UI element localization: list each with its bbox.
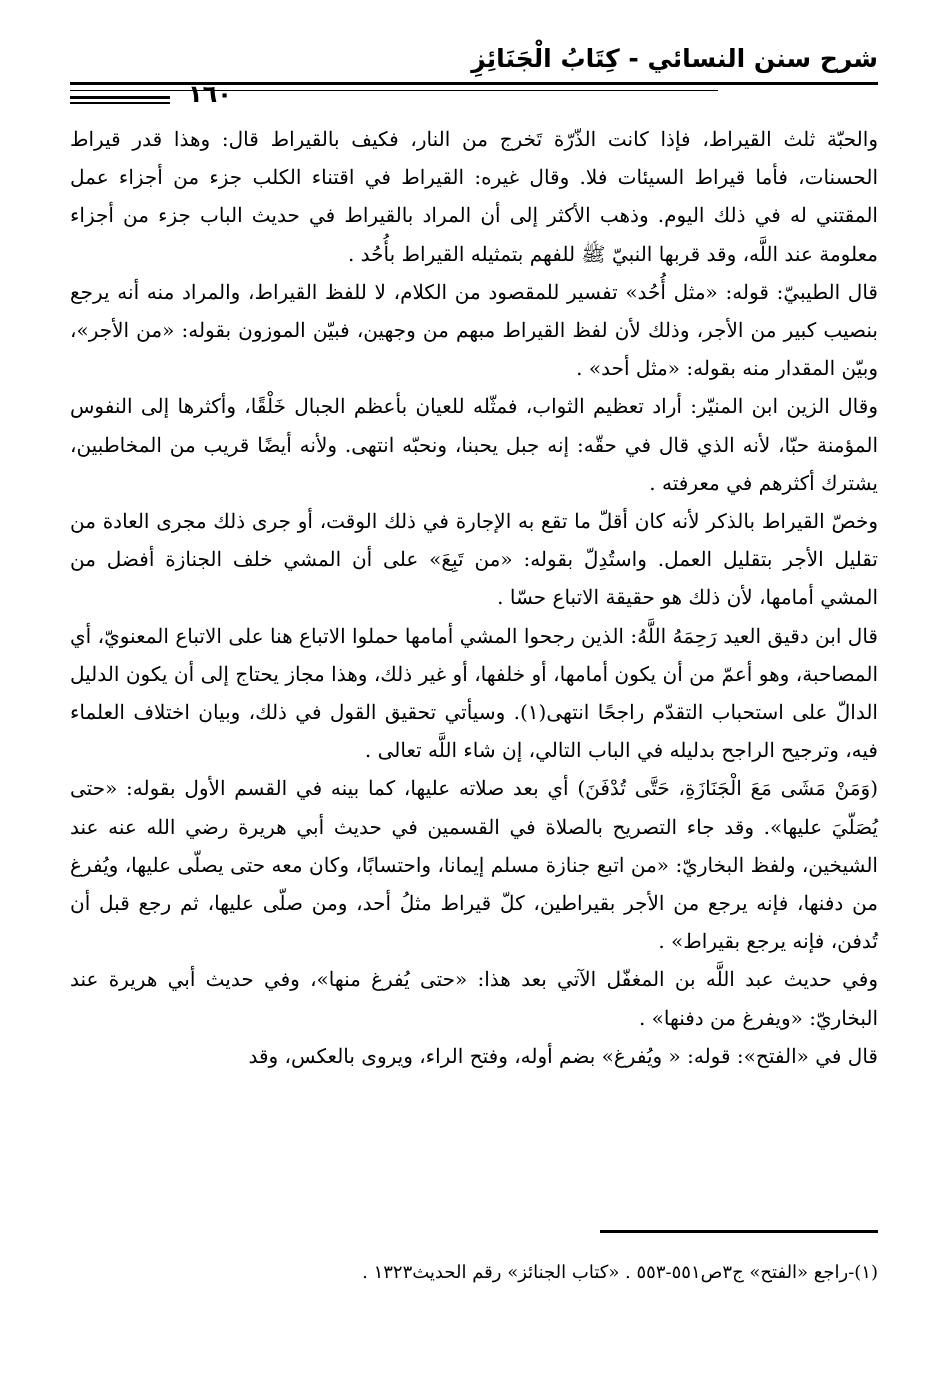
paragraph: قال الطيبيّ: قوله: «مثل أُحُد» تفسير للمقصود من الكلام، لا للفظ القيراط، والمراد منه أنه يرجع بنصيب كبير من الأجر، وذلك لأن لفظ القيراط مبهم من وجهين، فبيّن الموزون بقوله: «من الأجر»، وبيّن المقدار منه بقوله: «مثل أحد» . [70,279,878,381]
header-rule-left-second [70,102,170,104]
paragraph: (وَمَنْ مَشَى مَعَ الْجَنَازَةِ، حَتَّى تُدْفَنَ) أي بعد صلاته عليها، كما بينه في القسم الأول بقوله: «حتى يُصَلّيَ عليها». وقد جاء التصريح بالصلاة في القسمين في حديث أبي هريرة رضي الله عنه عند الشيخين، ولفظ البخاريّ: «من اتبع جنازة مسلم إيمانا، واحتسابًا، وكان معه حتى يصلّى عليها، ويُفرغ من دفنها، فإنه يرجع من الأجر بقيراطين، كلّ قيراط مثلُ أحد، ومن صلّى عليها، ثم رجع قبل أن تُدفن، فإنه يرجع بقيراط» . [70,776,879,954]
paragraph: وقال الزين ابن المنيّر: أراد تعظيم الثواب، فمثّله للعيان بأعظم الجبال خَلْقًا، وأكثرها إلى النفوس المؤمنة حبّا، لأنه الذي قال في حقّه: إنه جبل يحبنا، ونحبّه انتهى. ولأنه أيضًا قريب من المخاطبين، يشترك أكثرهم في معرفته . [70,394,878,495]
footnote: (١)-راجع «الفتح» ج٣ص٥٥١-٥٥٣ . «كتاب الجنائز» رقم الحديث١٣٢٣ . [362,1262,878,1283]
paragraph: قال ابن دقيق العيد رَحِمَهُ اللَّهُ: الذين رجحوا المشي أمامها حملوا الاتباع هنا على الاتباع المعنويّ، أي المصاحبة، وهو أعمّ من أن يكون أمامها، أو خلفها، أو غير ذلك، وهذا مجاز يحتاج إلى أن يكون الدليل الدالّ على استحباب التقدّم راجحًا انتهى(١). وسيأتي تحقيق القول في ذلك، وبيان اختلاف العلماء فيه، وترجيح الراجح بدليله في الباب التالي، إن شاء اللَّه تعالى . [70,623,878,763]
paragraph: والحبّة ثلث القيراط، فإذا كانت الذّرّة تَخرج من النار، فكيف بالقيراط قال: وهذا قدر قيراط الحسنات، فأما قيراط السيئات فلا. وقال غيره: القيراط في اقتناء الكلب جزء من أجزاء عمل المقتني له في ذلك اليوم. وذهب الأكثر إلى أن المراد بالقيراط في حديث الباب جزء من أجزاء معلومة عند اللَّه، وقد قربها النبيّ ﷺ للفهم بتمثيله القيراط بأُحُد . [70,127,878,266]
header-rule-left [70,96,170,99]
paragraph: وخصّ القيراط بالذكر لأنه كان أقلّ ما تقع به الإجارة في ذلك الوقت، أو جرى ذلك مجرى العادة من تقليل الأجر بتقليل العمل. واستُدِلّ بقوله: «من تَبِعَ» على أن المشي خلف الجنازة أفضل من المشي أمامها، لأن ذلك هو حقيقة الاتباع حسّا . [70,509,878,610]
footnote-separator [600,1230,878,1233]
page-number: ١٦٠ [188,80,232,108]
book-title: شرح سنن النسائي - كِتَابُ الْجَنَائِزِ [471,44,878,73]
paragraph: وفي حديث عبد اللَّه بن المغفّل الآتي بعد هذا: «حتى يُفرغ منها»، وفي حديث أبي هريرة عند البخاريّ: «ويفرغ من دفنها» . [70,967,878,1030]
header-rule-bottom [70,90,718,91]
page-header [70,40,878,112]
main-text [70,120,878,1075]
paragraph: قال في «الفتح»: قوله: « ويُفرغ» بضم أوله، وفتح الراء، ويروى بالعكس، وقد [248,1043,878,1068]
